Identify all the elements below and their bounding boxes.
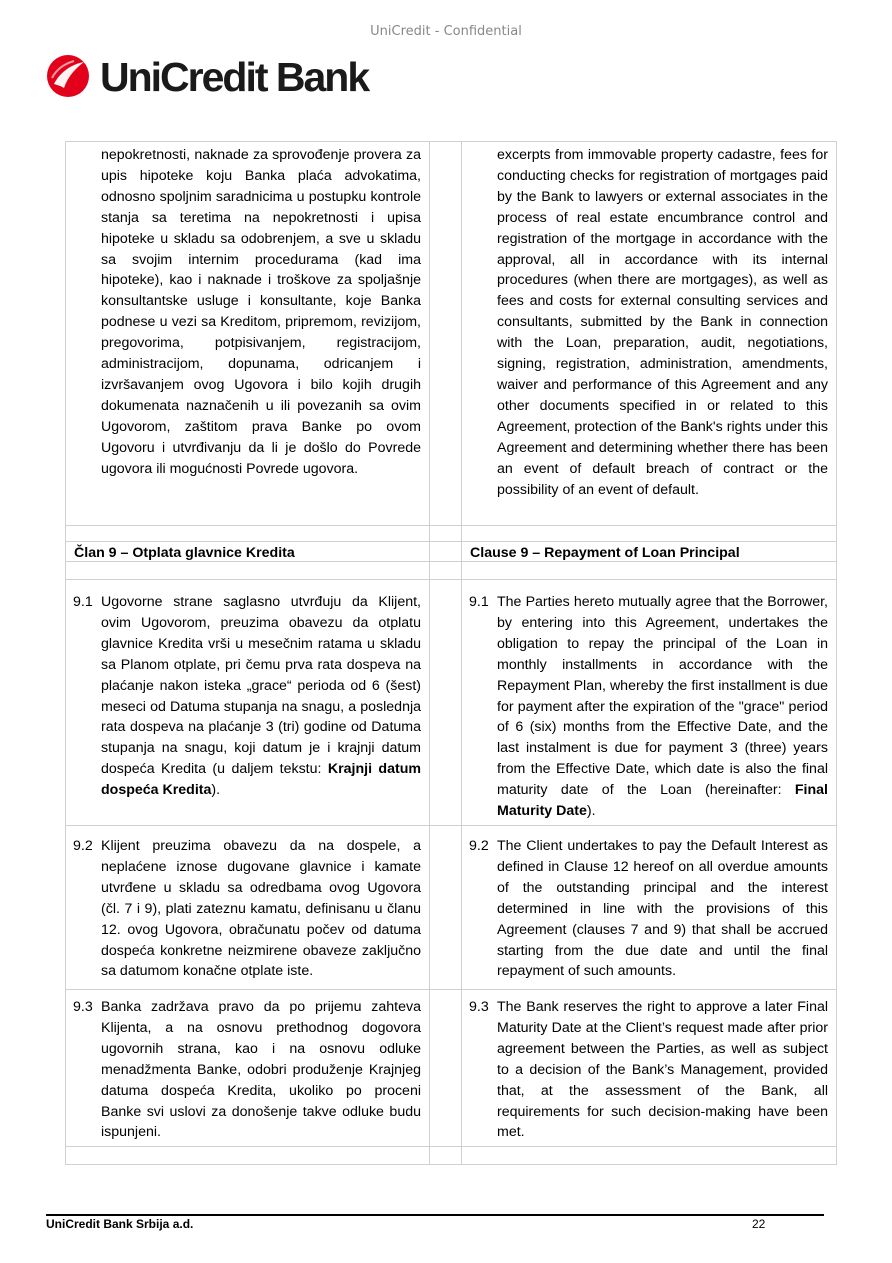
clause-text: The Parties hereto mutually agree that the Borrower, by entering into this Agreement, undertakes the obligation to repay the principal of the Loan in monthly installments in accordance with the Repayment Plan, whereby the first installment is due for payment after the expiration of the "grace" period of 6 (six) months from the Effective Date, and the last instalment is due for payment 3 (three) years from the Effective Date, which date is also the final maturity date of the Loan (hereinafter: xyxy=(497,594,828,799)
clause-9-3-left: Banka zadržava pravo da po prijemu zahteva Klijenta, a na osnovu prethodnog dogovora ugovornih strana, kao i na osnovu odluke menadžmenta Banke, odobri produženje Krajnjeg datuma dospeća Kredita, ukoliko po proceni Banke svi uslovi za donošenje takve odluke budu ispunjeni. xyxy=(101,999,421,1141)
clause-9-1-right xyxy=(497,592,828,822)
clause-defined-term: Krajnji datum dospeća Kredita xyxy=(101,761,421,799)
confidential-label: UniCredit - Confidential xyxy=(370,24,522,39)
clause-text-end: ). xyxy=(586,803,596,820)
clause-number: 9.1 xyxy=(469,594,489,610)
bilingual-table xyxy=(65,141,837,1165)
right-clause-heading: Clause 9 – Repayment of Loan Principal xyxy=(470,545,740,561)
clause-9-2-right: The Client undertakes to pay the Default Interest as defined in Clause 12 hereof on all overdue amounts of the outstanding principal and the interest determined in line with the provisions of this Agreement (clauses 7 and 9) that shall be accrued starting from the due date and until the final repayment of such amounts. xyxy=(497,838,828,980)
intro-left-paragraph: nepokretnosti, naknade za sprovođenje provera za upis hipoteke koju Banka plaća advokatima, odnosno spoljnim saradnicima u postupku kontrole stanja sa teretima na nepokretnosti i upisa hipoteke u skladu sa odobrenjem, a sve u skladu sa svojim internim procedurama (kad ima hipoteke), kao i naknade i troškove za spoljašnje konsultantske usluge i konsultante, koje Banka podnese u vezi sa Kreditom, pripremom, revizijom, pregovorima, potpisivanjem, registracijom, administracijom, dopunama, odricanjem i izvršavanjem ovog Ugovora i bilo kojih drugih dokumenata naznačenih u ili povezanih sa ovim Ugovorom, zaštitom prava Banke po ovom Ugovoru i utvrđivanju da li je došlo do Povrede ugovora ili mogućnosti Povrede ugovora. xyxy=(101,147,421,477)
clause-defined-term: Final Maturity Date xyxy=(497,782,828,820)
clause-number: 9.1 xyxy=(73,594,93,610)
unicredit-logo-icon xyxy=(46,54,90,98)
footer-company: UniCredit Bank Srbija a.d. xyxy=(46,1217,194,1231)
clause-9-2-left: Klijent preuzima obavezu da na dospele, a neplaćene iznose dugovane glavnice i kamate utvrđene u skladu sa odredbama ovog Ugovora (čl. 7 i 9), plati zateznu kamatu, definisanu u članu 12. ovog Ugovora, obračunatu počev od datuma dospeća konkretne neizmirene obaveze zaključno sa datumom konačne otplate iste. xyxy=(101,838,421,980)
clause-text: Ugovorne strane saglasno utvrđuju da Klijent, ovim Ugovorom, preuzima obavezu da otplatu glavnice Kredita vrši u mesečnim ratama u skladu sa Planom otplate, pri čemu prva rata dospeva na plaćanje nakon isteka „grace“ perioda od 6 (šest) meseci od Datuma stupanja na snagu, a poslednja rata dospeva na plaćanje 3 (tri) godine od Datuma stupanja na snagu, koji datum je i krajnji datum dospeća Kredita (u daljem tekstu: xyxy=(101,594,421,778)
clause-9-3-right: The Bank reserves the right to approve a later Final Maturity Date at the Client’s request made after prior agreement between the Parties, as well as subject to a decision of the Bank’s Management, provided that, at the assessment of the Bank, all requirements for such decision-making have been met. xyxy=(497,999,828,1141)
clause-number: 9.2 xyxy=(73,838,93,854)
left-clause-heading: Član 9 – Otplata glavnice Kredita xyxy=(74,545,295,561)
clause-number: 9.3 xyxy=(73,999,93,1015)
footer-divider xyxy=(46,1214,824,1216)
clause-text-end: ). xyxy=(211,782,221,799)
logo-text: UniCredit Bank xyxy=(100,54,369,100)
intro-right-paragraph: excerpts from immovable property cadastre, fees for conducting checks for registration of mortgages paid by the Bank to lawyers or external associates in the process of real estate encumbrance control and registration of the mortgage in accordance with the approval, all in accordance with its internal procedures (when there are mortgages), as well as fees and costs for external consulting services and consultants, submitted by the Bank in connection with the Loan, preparation, audit, negotiations, signing, registration, administration, amendments, waiver and performance of this Agreement and any other documents specified in or related to this Agreement, protection of the Bank's rights under this Agreement and determining whether there has been an event of default breach of contract or the possibility of an event of default. xyxy=(497,147,828,498)
clause-number: 9.2 xyxy=(469,838,489,854)
clause-number: 9.3 xyxy=(469,999,489,1015)
clause-9-1-left xyxy=(101,592,421,801)
page-number: 22 xyxy=(752,1217,766,1231)
